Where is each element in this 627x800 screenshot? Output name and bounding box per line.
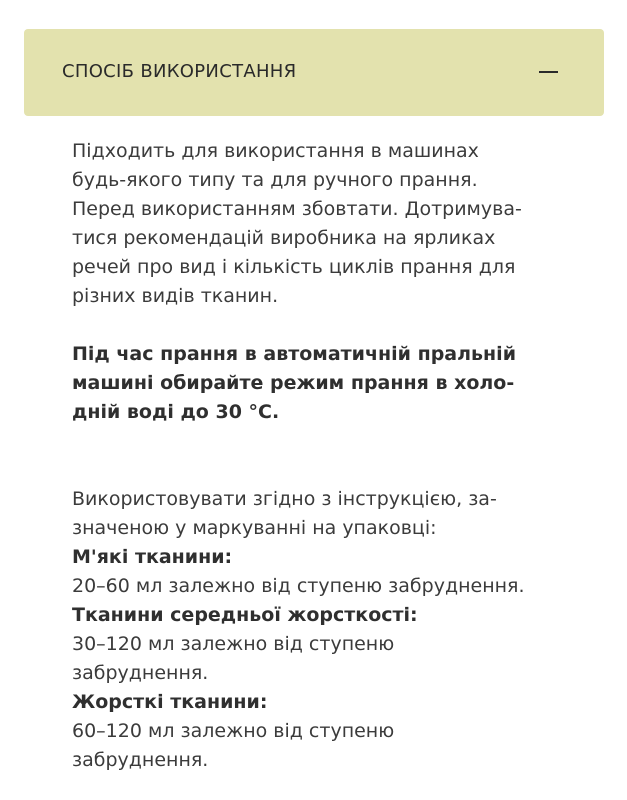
accordion-header-usage[interactable] <box>24 29 604 116</box>
dosage-amount: 60–120 мл залежно від ступеню <box>72 720 395 742</box>
text-line: будь-якого типу та для ручного прання. <box>72 169 478 191</box>
dosage-fabric-hard: Жорсткі тканини: <box>72 691 268 713</box>
dosage-amount: забруднення. <box>72 662 209 684</box>
text-line: тися рекомендацій виробника на ярликах <box>72 227 496 249</box>
text-line: машині обирайте режим прання в холо- <box>72 372 515 394</box>
text-line: речей про вид і кількість циклів прання для <box>72 256 516 278</box>
text-line: різних видів тканин. <box>72 285 279 307</box>
accordion-title: СПОСІБ ВИКОРИСТАННЯ <box>62 61 297 82</box>
dosage-amount: забруднення. <box>72 749 209 771</box>
dosage-fabric-medium: Тканини середньої жорсткості: <box>72 604 418 626</box>
dosage-instructions <box>72 485 552 775</box>
text-line: Під час прання в автоматичній пральній <box>72 343 517 365</box>
text-line: Перед використанням збовтати. Дотримува- <box>72 198 522 220</box>
text-line: Підходить для використання в машинах <box>72 140 479 162</box>
accordion-content <box>72 137 552 775</box>
minus-icon[interactable] <box>539 71 558 73</box>
dosage-amount: 30–120 мл залежно від ступеню <box>72 633 395 655</box>
usage-intro-paragraph <box>72 137 552 311</box>
dosage-amount: 20–60 мл залежно від ступеню забруднення. <box>72 575 525 597</box>
text-line: Використовувати згідно з інструкцією, за- <box>72 488 497 510</box>
dosage-fabric-soft: М'які тканини: <box>72 546 233 568</box>
text-line: дній воді до 30 °С. <box>72 401 280 423</box>
text-line: значеною у маркуванні на упаковці: <box>72 517 437 539</box>
washing-temperature-note <box>72 340 552 427</box>
